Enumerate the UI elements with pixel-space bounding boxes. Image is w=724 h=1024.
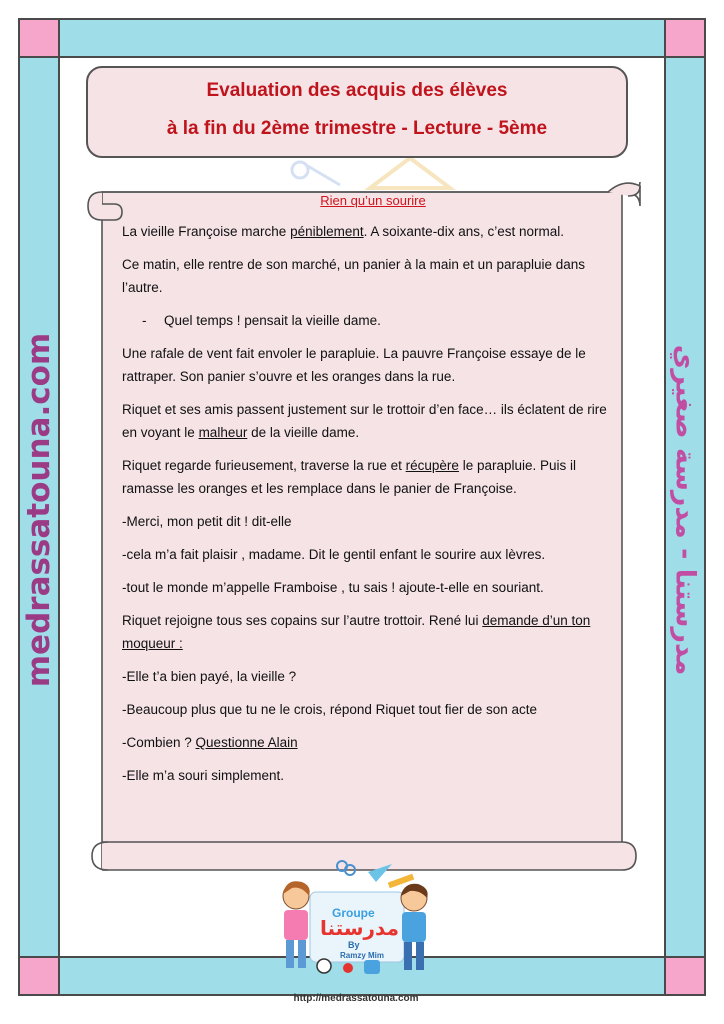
header-title-line2: à la fin du 2ème trimestre - Lecture - 5ème — [166, 118, 548, 139]
story-paragraph: -Elle m’a souri simplement. — [122, 768, 285, 783]
logo-author-text: Ramzy Mim — [340, 951, 385, 960]
header-title-line1: Evaluation des acquis des élèves — [206, 80, 508, 101]
underlined-word: récupère — [405, 458, 459, 473]
story-paragraph: -cela m’a fait plaisir , madame. Dit le gentil enfant le sourire aux lèvres. — [122, 547, 546, 562]
story-paragraph — [122, 398, 618, 444]
evaluation-header — [86, 66, 628, 158]
text-segment: Riquet et ses amis passent justement sur le trottoir d’en face… ils éclatent de rire en voyant le — [122, 402, 607, 440]
underlined-word: demande d’un ton moqueur : — [122, 613, 591, 651]
text-segment: La vieille Françoise marche — [122, 224, 291, 239]
underlined-word: péniblement — [290, 224, 364, 239]
story-paragraph: -Merci, mon petit dit ! dit-elle — [122, 514, 292, 529]
story-paragraph — [122, 609, 618, 655]
story-title: Rien qu’un sourire — [320, 193, 426, 208]
logo-url[interactable]: http://medrassatouna.com — [293, 993, 419, 1004]
frame-corner — [664, 956, 706, 996]
underlined-word: Questionne Alain — [195, 735, 298, 750]
story-paragraph — [122, 309, 618, 332]
frame-corner — [18, 956, 60, 996]
story-paragraph — [122, 220, 618, 243]
frame-corner — [18, 18, 60, 58]
dialogue-dash: - — [142, 313, 147, 328]
story-paragraph — [122, 731, 618, 754]
logo-groupe-text: Groupe — [332, 906, 375, 920]
text-segment: . A soixante-dix ans, c’est normal. — [363, 224, 564, 239]
story-paragraph: -Beaucoup plus que tu ne le crois, répond Riquet tout fier de son acte — [122, 702, 538, 717]
story-paragraph: Ce matin, elle rentre de son marché, un panier à la main et un parapluie dans l’autre. — [122, 257, 586, 295]
text-segment: de la vieille dame. — [247, 425, 360, 440]
side-watermark-left: medrassatouna.com — [21, 332, 57, 688]
underlined-word: malheur — [198, 425, 248, 440]
medrassatouna-logo — [272, 856, 440, 1004]
frame-top-bar — [18, 18, 706, 58]
frame-corner — [664, 18, 706, 58]
text-segment: Riquet regarde furieusement, traverse la rue et — [122, 458, 406, 473]
text-segment: le parapluie. Puis il ramasse les oranges et les remplace dans le panier de Françoise. — [122, 458, 577, 496]
logo-by-text: By — [348, 940, 360, 950]
story-paragraph: -Elle t’a bien payé, la vieille ? — [122, 669, 297, 684]
text-segment: Riquet rejoigne tous ses copains sur l’autre trottoir. René lui — [122, 613, 483, 628]
story-paragraph: -tout le monde m’appelle Framboise , tu sais ! ajoute-t-elle en souriant. — [122, 580, 544, 595]
side-watermark-right: مدرستنا - مدرسة صغيري — [669, 344, 701, 676]
story-text — [122, 220, 618, 797]
story-paragraph: Une rafale de vent fait envoler le parapluie. La pauvre Françoise essaye de le rattraper. Son panier s’ouvre et les oranges dans la rue. — [122, 346, 586, 384]
text-segment: -Combien ? — [122, 735, 196, 750]
story-paragraph — [122, 454, 618, 500]
logo-arabic-text: مدرستنا — [320, 916, 399, 940]
text-segment: Quel temps ! pensait la vieille dame. — [164, 313, 381, 328]
